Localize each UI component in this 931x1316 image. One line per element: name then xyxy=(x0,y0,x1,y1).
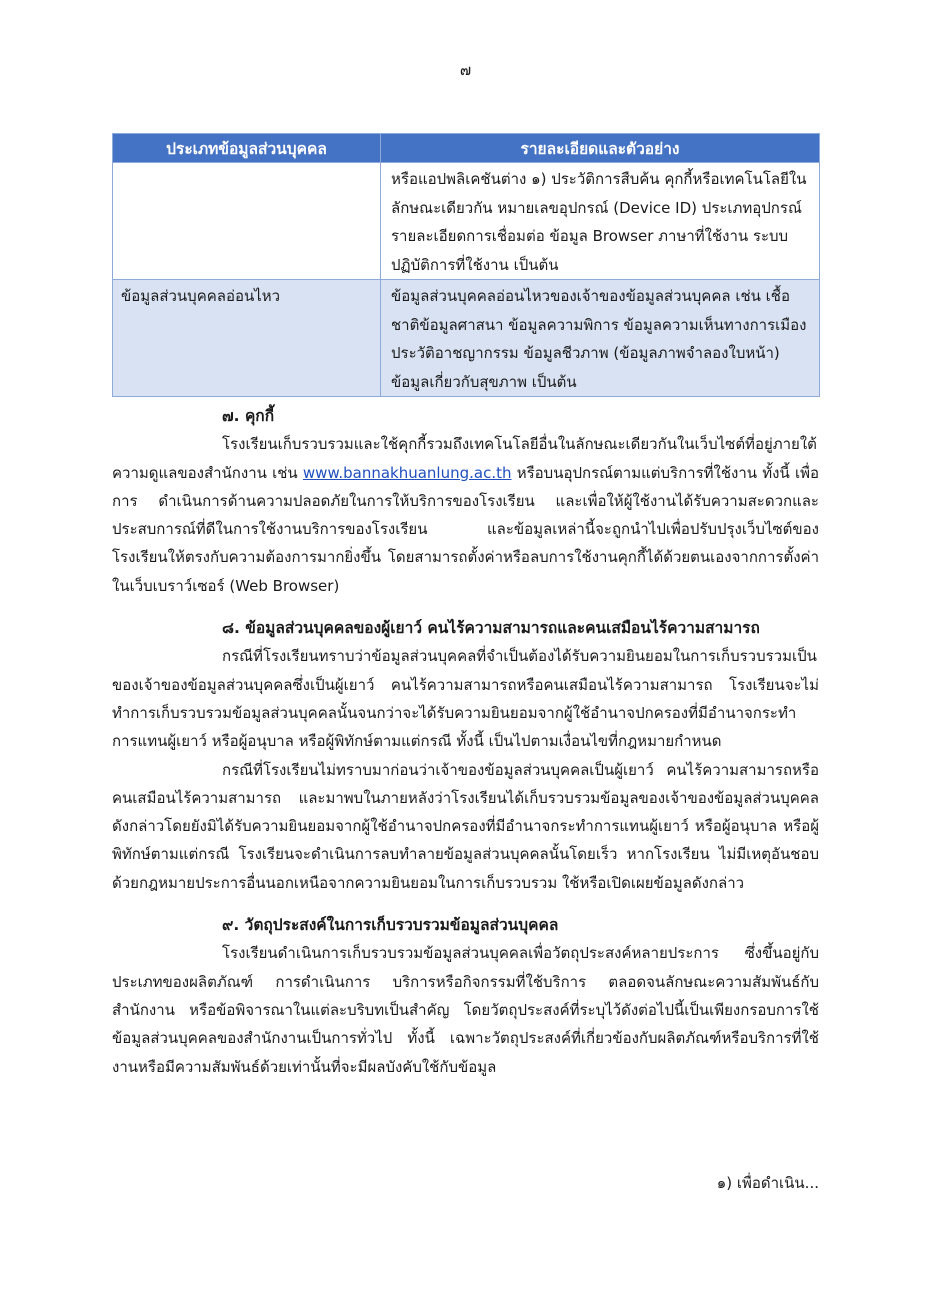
paragraph-cookies xyxy=(112,430,819,600)
table-cell-detail: หรือแอปพลิเคชันต่าง ๑) ประวัติการสืบค้น คุกกี้หรือเทคโนโลยีในลักษณะเดียวกัน หมายเลขอุปกรณ์ (Device ID) ประเภทอุปกรณ์ รายละเอียดการเชื่อมต่อ ข้อมูล Browser ภาษาที่ใช้งาน ระบบปฏิบัติการที่ใช้งาน เป็นต้น xyxy=(381,163,820,280)
document-body xyxy=(112,402,819,1081)
table-header-type: ประเภทข้อมูลส่วนบุคคล xyxy=(113,134,381,163)
continuation-note: ๑) เพื่อดำเนิน... xyxy=(716,1174,819,1192)
table-cell-detail: ข้อมูลส่วนบุคคลอ่อนไหวของเจ้าของข้อมูลส่วนบุคคล เช่น เชื้อชาติข้อมูลศาสนา ข้อมูลความพิการ ข้อมูลความเห็นทางการเมือง ประวัติอาชญากรรม ข้อมูลชีวภาพ (ข้อมูลภาพจำลองใบหน้า) ข้อมูลเกี่ยวกับสุขภาพ เป็นต้น xyxy=(381,280,820,397)
section-cookies xyxy=(112,402,819,600)
page-number: ๗ xyxy=(459,61,472,79)
table-header-row xyxy=(113,134,820,163)
section-purposes xyxy=(112,911,819,1081)
table-cell-type: ข้อมูลส่วนบุคคลอ่อนไหว xyxy=(113,280,381,397)
website-link[interactable]: www.bannakhuanlung.ac.th xyxy=(302,463,512,482)
paragraph-purposes: โรงเรียนดำเนินการเก็บรวบรวมข้อมูลส่วนบุคคลเพื่อวัตถุประสงค์หลายประการ ซึ่งขึ้นอยู่กับประเภทของผลิตภัณฑ์ การดำเนินการ บริการหรือกิจกรรมที่ใช้บริการ ตลอดจนลักษณะความสัมพันธ์กับสำนักงาน หรือข้อพิจารณาในแต่ละบริบทเป็นสำคัญ โดยวัตถุประสงค์ที่ระบุไว้ดังต่อไปนี้เป็นเพียงกรอบการใช้ข้อมูลส่วนบุคคลของสำนักงานเป็นการทั่วไป ทั้งนี้ เฉพาะวัตถุประสงค์ที่เกี่ยวข้องกับผลิตภัณฑ์หรือบริการที่ใช้ งานหรือมีความสัมพันธ์ด้วยเท่านั้นที่จะมีผลบังคับใช้กับข้อมูล xyxy=(112,944,819,1076)
paragraph-cookies-text-2: หรือบนอุปกรณ์ตามแต่บริการที่ใช้งาน ทั้งนี้ เพื่อการ ดำเนินการด้านความปลอดภัยในการให้บริการของโรงเรียน และเพื่อให้ผู้ใช้งานได้รับความสะดวกและ ประสบการณ์ที่ดีในการใช้งานบริการของโรงเรียน และข้อมูลเหล่านี้จะถูกนำไปเพื่อปรับปรุงเว็บไซต์ของ โรงเรียนให้ตรงกับความต้องการมากยิ่งขึ้น โดยสามารถตั้งค่าหรือลบการใช้งานคุกกี้ได้ด้วยตนเองจากการตั้งค่าในเว็บเบราว์เซอร์ (Web Browser) xyxy=(112,463,819,595)
paragraph-cookies-text-1: โรงเรียนเก็บรวบรวมและใช้คุกกี้รวมถึงเทคโนโลยีอื่นในลักษณะเดียวกันในเว็บไซต์ที่อยู่ภายใต้ความดูแลของสำนักงาน เช่น xyxy=(112,435,817,482)
table-header-detail: รายละเอียดและตัวอย่าง xyxy=(381,134,820,163)
table-cell-type xyxy=(113,163,381,280)
section-title-purposes: ๙. วัตถุประสงค์ในการเก็บรวบรวมข้อมูลส่วนบุคคล xyxy=(222,916,559,935)
paragraph-minors-2: กรณีที่โรงเรียนไม่ทราบมาก่อนว่าเจ้าของข้อมูลส่วนบุคคลเป็นผู้เยาว์ คนไร้ความสามารถหรือคนเสมือนไร้ความสามารถ และมาพบในภายหลังว่าโรงเรียนได้เก็บรวบรวมข้อมูลของเจ้าของข้อมูลส่วนบุคคลดังกล่าวโดยยังมิได้รับความยินยอมจากผู้ใช้อำนาจปกครองที่มีอำนาจกระทำการแทนผู้เยาว์ หรือผู้อนุบาล หรือผู้พิทักษ์ตามแต่กรณี โรงเรียนจะดำเนินการลบทำลายข้อมูลส่วนบุคคลนั้นโดยเร็ว หากโรงเรียน ไม่มีเหตุอันชอบด้วยกฎหมายประการอื่นนอกเหนือจากความยินยอมในการเก็บรวบรวม ใช้หรือเปิดเผยข้อมูลดังกล่าว xyxy=(112,760,819,892)
table-row xyxy=(113,280,820,397)
section-title-cookies: ๗. คุกกี้ xyxy=(222,407,275,425)
section-minors xyxy=(112,614,819,897)
paragraph-minors-1: กรณีที่โรงเรียนทราบว่าข้อมูลส่วนบุคคลที่จำเป็นต้องได้รับความยินยอมในการเก็บรวบรวมเป็นของเจ้าของข้อมูลส่วนบุคคลซึ่งเป็นผู้เยาว์ คนไร้ความสามารถหรือคนเสมือนไร้ความสามารถ โรงเรียนจะไม่ทำการเก็บรวบรวมข้อมูลส่วนบุคคลนั้นจนกว่าจะได้รับความยินยอมจากผู้ใช้อำนาจปกครองที่มีอำนาจกระทำการแทนผู้เยาว์ หรือผู้อนุบาล หรือผู้พิทักษ์ตามแต่กรณี ทั้งนี้ เป็นไปตามเงื่อนไขที่กฎหมายกำหนด xyxy=(112,647,819,751)
personal-data-table xyxy=(112,133,820,397)
section-title-minors: ๘. ข้อมูลส่วนบุคคลของผู้เยาว์ คนไร้ความสามารถและคนเสมือนไร้ความสามารถ xyxy=(222,619,760,638)
table-row xyxy=(113,163,820,280)
